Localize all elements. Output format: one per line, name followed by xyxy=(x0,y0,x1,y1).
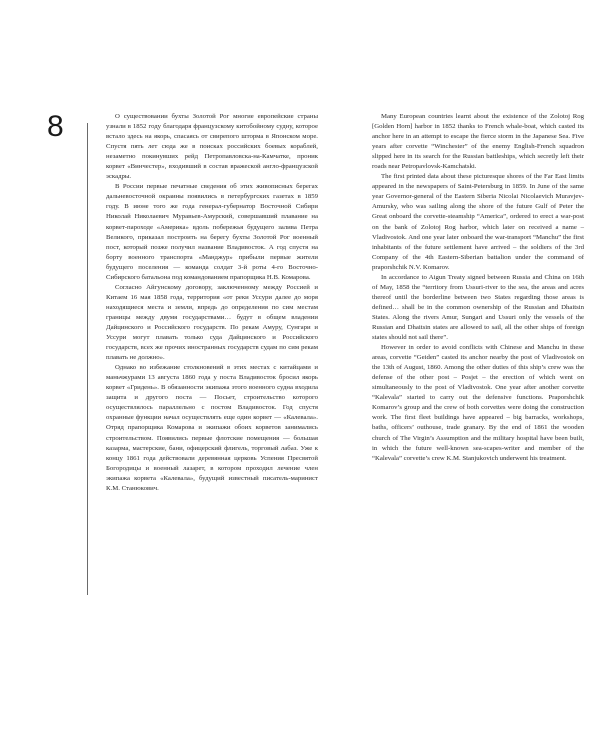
english-text-column xyxy=(372,112,584,464)
russian-text-column xyxy=(106,112,318,494)
russian-paragraph: О существовании бухты Золотой Рог многие европейские страны узнали в 1852 году благодаря французскому китобойному судну, которое встало здесь на якорь, спасаясь от свирепого шторма в Японском море. Спустя пять лет сюда же в поисках российских боевых кораблей, незаметно покинувших рейд Петропавловска-на-Камчатке, проник корвет «Винчестер», входивший в состав вражеской англо-французской эскадры. xyxy=(106,113,318,181)
english-paragraph: Many European countries learnt about the existence of the Zolotoj Rog [Golden Horn] harbor in 1852 thanks to French whale-boat, which casted its anchor here in an attempt to escape the fierce storm in the Japanese Sea. Five years after corvette “Winchester” of the enemy English-French squadron slipped here in its search for the Russian battleships, which secretly left their roads near Petropavlovsk-Kamchatski. xyxy=(372,113,584,171)
page-number: 8 xyxy=(47,110,64,143)
english-paragraph: In accordance to Aigun Treaty signed between Russia and China on 16th of May, 1858 the “territory from Ussuri-river to the sea, the areas and acres thereof until the borderline between two States regarding those areas is defined… shall be in the common ownership of the Russian and Dhaitsin States. Along the rivers Amur, Sungari and Ussuri only the vessels of the Russian and Dhaitsin states are allowed to sail, all the other ships of foreign states should not sail there”. xyxy=(372,273,584,342)
english-paragraph: The first printed data about these picturesque shores of the Far East limits appeared in the newspapers of Saint-Petersburg in 1859. In June of the same year Governor-general of the Eastern Siberia Nicolai Nicolaevich Muravjev-Amursky, who was sailing along the shore of the future Gulf of Peter the Great onboard the corvette-steamship “America”, ordered to erect a war-post on the bank of Zolotoj Rog harbor, which later on received a name – Vladivostok. And one year later onboard the war-transport “Manchu” the first inhabitants of the future settlement have arrived – the soldiers of the 3rd Company of the 4th Eastern-Siberian battalion under the command of praporshchik N.V. Komarov. xyxy=(372,173,584,271)
russian-paragraph: Согласно Айгунскому договору, заключенному между Россией и Китаем 16 мая 1858 года, территория «от реки Уссури далее до моря находящиеся места и земли, впредь до определения по сим местам границы между двумя государствами… будут в общем владении Дайцинского и Российского государств. По рекам Амуру, Сунгари и Уссури могут плавать только суда Дайцинского и Российского государств, всех же прочих иностранных государств судам по сим рекам плавать не должно». xyxy=(106,283,318,362)
russian-paragraph: В России первые печатные сведения об этих живописных берегах дальневосточной окраины появились в петербургских газетах в 1859 году. В июне того же года генерал-губернатор Восточной Сибири Николай Николаевич Муравьев-Амурский, совершавший плавание на корвет-пароходе «Америка» вдоль побережья будущего залива Петра Великого, приказал построить на берегу бухты Золотой Рог военный пост, который позже получил название Владивосток. А год спустя на борту военного транспорта «Манджур» прибыли первые жители будущего поселения — команда солдат 3-й роты 4-го Восточно-Сибирского батальона под командованием прапорщика Н.В. Комарова. xyxy=(106,183,318,281)
english-paragraph: However in order to avoid conflicts with Chinese and Manchu in these areas, corvette “Geiden” casted its anchor nearby the post of Vladivostok on the 13th of August, 1860. Among the other duties of this ship’s crew was the defense of the other post – Posjet – the erection of which went on simultaneously to the post of Vladivostok. One year after another corvette “Kalevala” started to carry out the defensive functions. Praporshchik Komarov’s group and the crew of both corvettes were doing the construction work. The first fleet buildings have appeared – big barracks, workshops, baths, officers’ outhouse, trade granary. By the end of 1861 the wooden church of The Virgin’s Assumption and the military hospital have been built, in which the future well-known sea-scapes-writer and member of the “Kalevala” corvette’s crew K.M. Stanjukovich underwent his treatment. xyxy=(372,344,584,462)
russian-paragraph: Однако во избежание столкновений в этих местах с китайцами и маньчжурами 13 августа 1860 года у поста Владивосток бросил якорь корвет «Гридень». В обязанности экипажа этого военного судна входила защита и другого поста — Посьет, строительство которого осуществлялось параллельно с постом Владивосток. Год спустя охранные функции начал осуществлять еще один корвет — «Калевала». Отряд прапорщика Комарова и экипажи обоих корветов занимались строительством. Появились первые флотские помещения — большая казарма, мастерские, бани, офицерский флигель, торговый лабаз. Уже к концу 1861 года действовали деревянная церковь Успения Пресвятой Богородицы и военный лазарет, в котором проходил лечение член экипажа корвета «Калевала», будущий известный писатель-маринист К.М. Станюкович. xyxy=(106,364,318,492)
vertical-divider xyxy=(87,123,88,595)
